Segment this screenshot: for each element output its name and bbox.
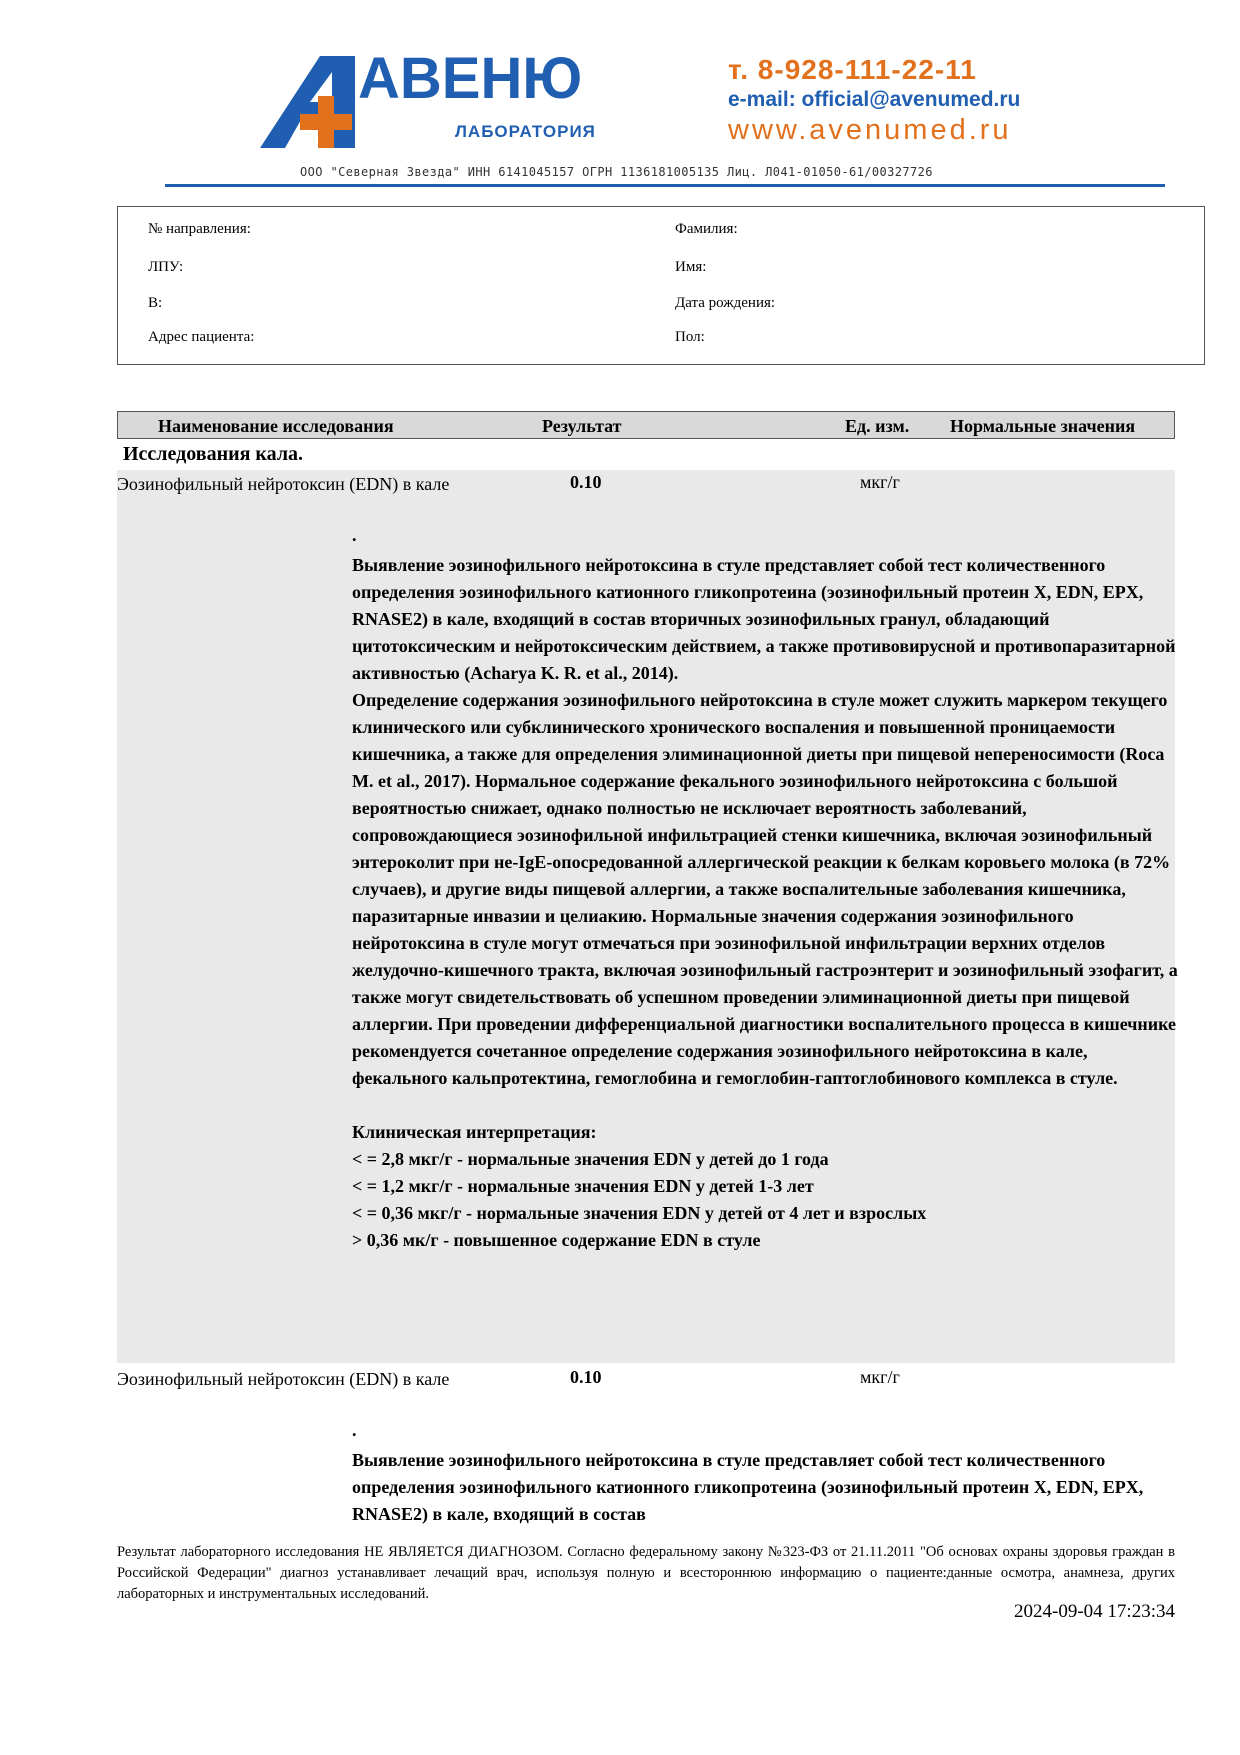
test-result-value: 0.10 xyxy=(570,472,602,492)
spacer xyxy=(352,1092,1182,1119)
col-reference: Нормальные значения xyxy=(950,416,1136,436)
col-unit: Ед. изм. xyxy=(845,416,910,436)
surname-label: Фамилия: xyxy=(675,221,738,237)
phone-number: т. 8-928-111-22-11 xyxy=(728,54,977,85)
email-address: e-mail: official@avenumed.ru xyxy=(728,88,1021,111)
sex-label: Пол: xyxy=(675,329,705,345)
test-comment-marker: . xyxy=(352,1420,357,1440)
test-result-value: 0.10 xyxy=(570,1367,602,1387)
lab-subtitle: ЛАБОРАТОРИЯ xyxy=(455,122,596,141)
interpretation-line: < = 0,36 мкг/г - нормальные значения EDN у детей от 4 лет и взрослых xyxy=(352,1203,927,1223)
patient-address-label: Адрес пациента: xyxy=(148,329,255,345)
interpretation-line: < = 2,8 мкг/г - нормальные значения EDN у детей до 1 года xyxy=(352,1149,829,1169)
interpretation-line: < = 1,2 мкг/г - нормальные значения EDN у детей 1-3 лет xyxy=(352,1176,814,1196)
letterhead xyxy=(0,0,1240,190)
test-description xyxy=(352,1447,1182,1528)
test-description xyxy=(352,552,1182,1254)
website-url: www.avenumed.ru xyxy=(728,114,1012,146)
interpretation-title: Клиническая интерпретация: xyxy=(352,1122,597,1142)
v-label: В: xyxy=(148,295,163,311)
description-paragraph: Выявление эозинофильного нейротоксина в стуле представляет собой тест количественного определения эозинофильного катионного гликопротеина (эозинофильный протеин X, EDN, EPX, RNASE2) в кале, входящий в состав вторичных эозинофильных гранул, обладающий цитотоксическим и нейротоксическим действием, а также противовирусной и противопаразитарной активностью (Acharya K. R. et al., 2014). xyxy=(352,555,1176,683)
test-name: Эозинофильный нейротоксин (EDN) в кале xyxy=(117,1369,450,1389)
date-of-birth-label: Дата рождения: xyxy=(675,295,776,311)
lpu-label: ЛПУ: xyxy=(148,259,184,275)
patient-info-box xyxy=(117,206,1205,365)
interpretation-line: > 0,36 мк/г - повышенное содержание EDN в стуле xyxy=(352,1230,761,1250)
test-name: Эозинофильный нейротоксин (EDN) в кале xyxy=(117,474,450,494)
first-name-label: Имя: xyxy=(675,259,707,275)
company-legal-info: ООО "Северная Звезда" ИНН 6141045157 ОГРН 1136181005135 Лиц. Л041-01050-61/00327726 xyxy=(300,165,933,179)
test-unit: мкг/г xyxy=(860,1367,900,1387)
results-table-header xyxy=(117,411,1175,439)
test-comment-marker: . xyxy=(352,525,357,545)
col-result: Результат xyxy=(542,416,622,436)
legal-disclaimer: Результат лабораторного исследования НЕ ЯВЛЯЕТСЯ ДИАГНОЗОМ. Согласно федеральному закону №323-ФЗ от 21.11.2011 "Об основах охраны здоровья граждан в Российской Федерации" диагноз устанавливает лечащий врач, используя полную и всестороннюю информацию о пациенте:данные осмотра, анамнеза, других лабораторных и инструментальных исследований. xyxy=(117,1544,1175,1602)
referral-number-label: № направления: xyxy=(148,221,251,237)
test-unit: мкг/г xyxy=(860,472,900,492)
col-test-name: Наименование исследования xyxy=(158,416,394,436)
header-divider xyxy=(165,184,1165,187)
description-paragraph: Выявление эозинофильного нейротоксина в стуле представляет собой тест количественного определения эозинофильного катионного гликопротеина (эозинофильный протеин X, EDN, EPX, RNASE2) в кале, входящий в состав xyxy=(352,1450,1144,1524)
description-paragraph: Определение содержания эозинофильного нейротоксина в стуле может служить маркером текущего клинического или субклинического хронического воспаления и повышенной проницаемости кишечника, а также для определения элиминационной диеты при пищевой непереносимости (Roca M. et al., 2017). Нормальное содержание фекального эозинофильного нейротоксина с большой вероятностью снижает, однако полностью не исключает вероятность заболеваний, сопровождающиеся эозинофильной инфильтрацией стенки кишечника, включая эозинофильный энтероколит при не-IgE-опосредованной аллергической реакции к белкам коровьего молока (в 72% случаев), и другие виды пищевой аллергии, а также воспалительные заболевания кишечника, паразитарные инвазии и целиакию. Нормальные значения содержания эозинофильного нейротоксина в стуле могут отмечаться при эозинофильной инфильтрации верхних отделов желудочно-кишечного тракта, включая эозинофильный гастроэнтерит и эозинофильный эзофагит, а также могут свидетельствовать об успешном проведении элиминационной диеты при пищевой аллергии. При проведении дифференциальной диагностики воспалительного процесса в кишечнике рекомендуется сочетанное определение содержания эозинофильного нейротоксина в кале, фекального кальпротектина, гемоглобина и гемоглобин-гаптоглобинового комплекса в стуле. xyxy=(352,690,1178,1088)
logo-wordmark: АВЕНЮ xyxy=(358,48,583,111)
report-timestamp: 2024-09-04 17:23:34 xyxy=(1014,1601,1175,1622)
section-title: Исследования кала. xyxy=(123,443,304,465)
